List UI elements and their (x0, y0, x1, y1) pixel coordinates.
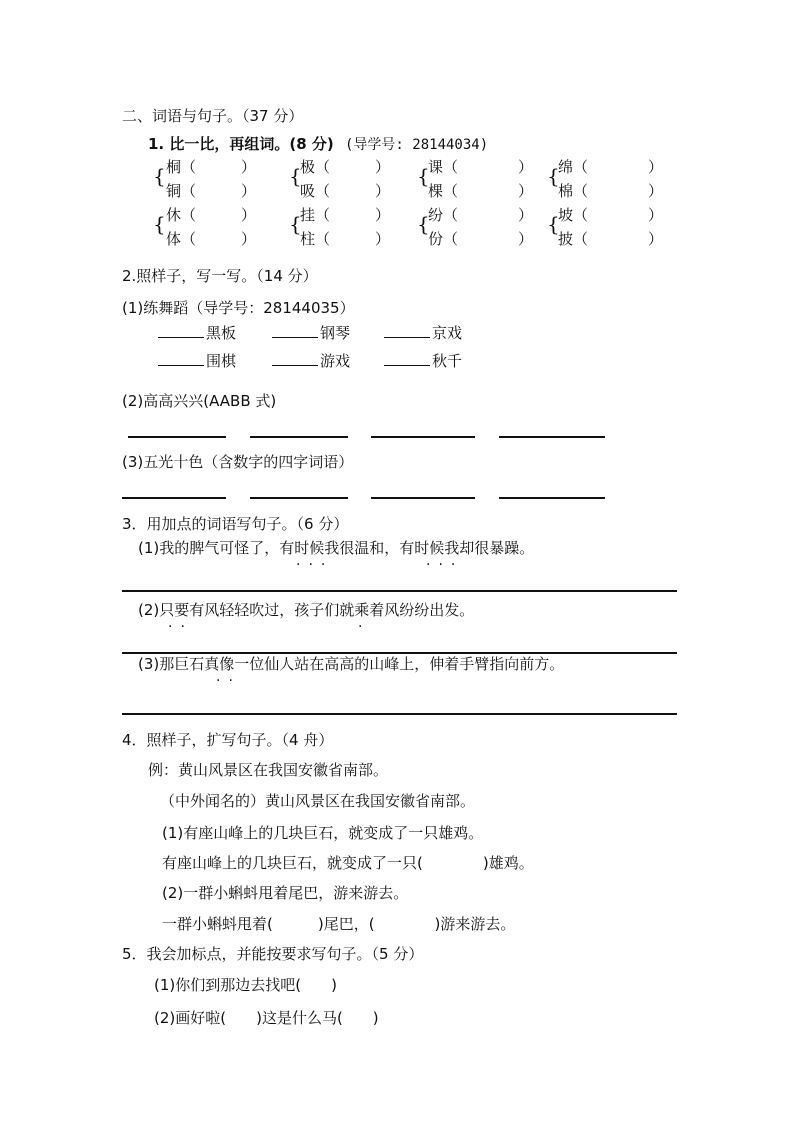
q1-guide: (导学号: 28144034) (345, 137, 489, 153)
word-item: 绵（ ） (558, 158, 664, 176)
answer-line[interactable] (128, 436, 226, 438)
answer-line[interactable] (250, 436, 348, 438)
q4-sentence-2: (2)一群小蝌蚪甩着尾巴，游来游去。 (162, 884, 409, 902)
brace: { (289, 212, 302, 236)
emphasis-dots: · (358, 619, 371, 635)
answer-blank[interactable] (384, 323, 430, 338)
fill-item: 黑板 (158, 323, 236, 343)
q3-sentence-1: (1)我的脾气可怪了，有时候我很温和，有时候我却很暴躁。 (138, 539, 535, 557)
fill-item: 围棋 (158, 351, 236, 371)
brace: { (153, 164, 166, 188)
word-item: 极（ ） (300, 158, 391, 176)
brace: { (289, 164, 302, 188)
q4-example-expanded: （中外闻名的）黄山风景区在我国安徽省南部。 (160, 792, 476, 810)
q3-sentence-3: (3)那巨石真像一位仙人站在高高的山峰上，伸着手臂指向前方。 (138, 655, 565, 673)
q4-example: 例：黄山风景区在我国安徽省南部。 (148, 761, 389, 779)
fill-item: 游戏 (272, 351, 350, 371)
emphasis-dots: ··· (296, 557, 334, 573)
brace: { (547, 212, 560, 236)
q4-sentence-2-fill: 一群小蝌蚪甩着( )尾巴，( )游来游去。 (162, 915, 516, 933)
brace: { (417, 164, 430, 188)
word-item: 份（ ） (428, 230, 534, 248)
q3-title: 3．用加点的词语写句子。（6 分） (122, 515, 349, 533)
answer-blank[interactable] (272, 351, 318, 366)
answer-line[interactable] (250, 497, 348, 499)
answer-blank[interactable] (158, 323, 204, 338)
emphasis-dots: ·· (168, 619, 193, 635)
word-item: 挂（ ） (300, 206, 391, 224)
word-item: 纷（ ） (428, 206, 534, 224)
word-item: 体（ ） (166, 230, 257, 248)
answer-line[interactable] (122, 590, 677, 592)
fill-item: 秋千 (384, 351, 462, 371)
word-item: 棵（ ） (428, 182, 534, 200)
q4-sentence-1-fill: 有座山峰上的几块巨石，就变成了一只( )雄鸡。 (162, 854, 534, 872)
answer-blank[interactable] (384, 351, 430, 366)
word-item: 桐（ ） (166, 158, 257, 176)
q5-sentence-2: (2)画好啦( )这是什么马( ) (154, 1009, 379, 1027)
word-item: 铜（ ） (166, 182, 257, 200)
emphasis-dots: ·· (216, 673, 241, 689)
brace: { (153, 212, 166, 236)
word-item: 柱（ ） (300, 230, 391, 248)
answer-line[interactable] (499, 497, 605, 499)
q2-p3-label: (3)五光十色（含数字的四字词语） (122, 453, 354, 471)
answer-blank[interactable] (158, 351, 204, 366)
q4-sentence-1: (1)有座山峰上的几块巨石，就变成了一只雄鸡。 (162, 824, 484, 842)
answer-line[interactable] (499, 436, 605, 438)
q4-title: 4．照样子，扩写句子。（4 舟） (122, 731, 334, 749)
fill-item: 京戏 (384, 323, 462, 343)
answer-line[interactable] (371, 497, 475, 499)
q2-p1-label: (1)练舞蹈（导学号：28144035） (122, 299, 355, 317)
word-item: 坡（ ） (558, 206, 664, 224)
q1-title: 1. 比一比，再组词。(8 分) (148, 135, 334, 153)
word-item: 吸（ ） (300, 182, 391, 200)
q3-sentence-2: (2)只要有风轻轻吹过，孩子们就乘着风纷纷出发。 (138, 601, 475, 619)
word-item: 课（ ） (428, 158, 534, 176)
fill-item: 钢琴 (272, 323, 350, 343)
answer-line[interactable] (371, 436, 475, 438)
q5-sentence-1: (1)你们到那边去找吧( ) (154, 976, 337, 994)
word-item: 披（ ） (558, 230, 664, 248)
brace: { (547, 164, 560, 188)
brace: { (417, 212, 430, 236)
q2-p2-label: (2)高高兴兴(AABB 式) (122, 392, 277, 410)
word-item: 棉（ ） (558, 182, 664, 200)
q5-title: 5．我会加标点，并能按要求写句子。（5 分） (122, 945, 424, 963)
answer-blank[interactable] (272, 323, 318, 338)
q2-title: 2.照样子，写一写。（14 分） (122, 267, 318, 285)
word-item: 休（ ） (166, 206, 257, 224)
section-title: 二、词语与句子。（37 分） (122, 107, 304, 125)
emphasis-dots: ··· (426, 557, 464, 573)
answer-line[interactable] (122, 713, 677, 715)
answer-line[interactable] (122, 497, 226, 499)
